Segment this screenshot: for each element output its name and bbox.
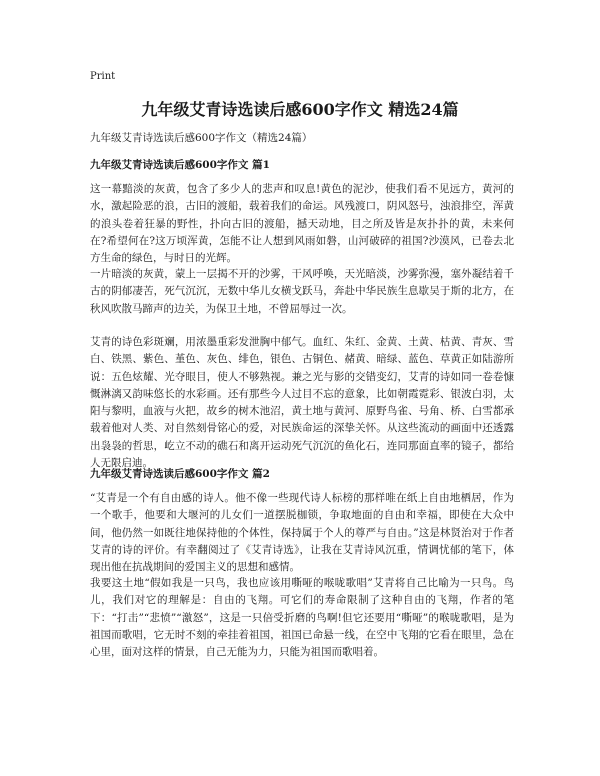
paragraph-2-1: “艾青是一个有自由感的诗人。他不像一些现代诗人标榜的那样唯在纸上自由地栖居，作为一个歌手，他要和大堰河的儿女们一道摆脱枷锁，争取地面的自由和幸福，即使在大众中间，他仍然一如既往地保持他的个体性，保持属于个人的尊严与自由。”这是林贤治对于作者艾青的诗的评价。有幸翻阅过了《艾青诗选》，让我在艾青诗风沉重，情调忧郁的笔下，体现出他在抗战期间的爱国主义的思想和感情。: [90, 492, 514, 574]
paragraph-1-3: 艾青的诗色彩斑斓，用浓墨重彩发泄胸中郁气。血红、朱红、金黄、土黄、枯黄、青灰、雪白、铁黑、紫色、堇色、灰色、绯色，银色、古铜色、赭黄、暗绿、蓝色、草黄正如陆游所说：五色炫耀、光夺眼目，使人不够熟视。兼之光与影的交错变幻，艾青的诗如同一卷卷慷慨淋漓又韵味悠长的水彩画。还有那些今人过目不忘的意象，比如朝霞霓彩、银波白羽，太阳与黎明，血液与火把，故乡的树木池沼，黄土地与黄河、原野鸟雀、号角、桥、白雪都承载着他对人类、对自然刻骨铭心的爱，对民族命运的深挚关怀。从这些流动的画面中还透露出袅袅的哲思，屹立不动的礁石和离开运动死气沉沉的鱼化石，连同那面直率的镜子，都给人无限启迪。: [90, 336, 514, 470]
section-heading-2: 九年级艾青诗选读后感600字作文 篇2: [90, 468, 270, 480]
document-subtitle: 九年级艾青诗选读后感600字作文（精选24篇）: [90, 132, 313, 144]
paragraph-1-1: 这一幕黯淡的灰黄，包含了多少人的悲声和叹息!黄色的泥沙，使我们看不见远方，黄河的水，激起险恶的浪，古旧的渡船，载着我们的命运。风残渡口，阴风怒号，浊浪排空，浑黄的浪头卷着狂暴的野性，扑向古旧的渡船，撼天动地，目之所及皆是灰扑扑的黄，未来何在?希望何在?这万顷浑黄，怎能不让人想到风雨如磐，山河破碎的祖国?沙漠风，已卷去北方生命的绿色，与时日的光辉。: [90, 183, 514, 265]
print-label[interactable]: Print: [90, 71, 116, 82]
paragraph-1-2: 一片暗淡的灰黄，蒙上一层揭不开的沙雾，干风呼唤，天光暗淡，沙雾弥漫，塞外凝结着千古的阴郁凄苦，死气沉沉，无数中华儿女横戈跃马，奔赴中华民族生息歇吴于斯的北方，在秋风吹散马蹄声的边关，为保卫土地，不曾屈辱过一次。: [90, 268, 514, 315]
document-title: 九年级艾青诗选读后感600字作文 精选24篇: [141, 100, 459, 119]
paragraph-2-2: 我要这土地“假如我是一只鸟，我也应该用嘶哑的喉咙歌唱”艾青将自己比喻为一只鸟。鸟儿，我们对它的理解是：自由的飞翔。可它们的寿命限制了这种自由的飞翔，作者的笔下：“打击”“悲愤”“激怒”，这是一只倍受折磨的鸟啊!但它还要用“嘶哑”的喉咙歌唱，是为祖国而歌唱，它无时不刻的牵挂着祖国，祖国已命悬一线，在空中飞翔的它看在眼里，急在心里，面对这样的情景，自己无能为力，只能为祖国而歌唱着。: [90, 577, 514, 659]
section-heading-1: 九年级艾青诗选读后感600字作文 篇1: [90, 159, 270, 171]
